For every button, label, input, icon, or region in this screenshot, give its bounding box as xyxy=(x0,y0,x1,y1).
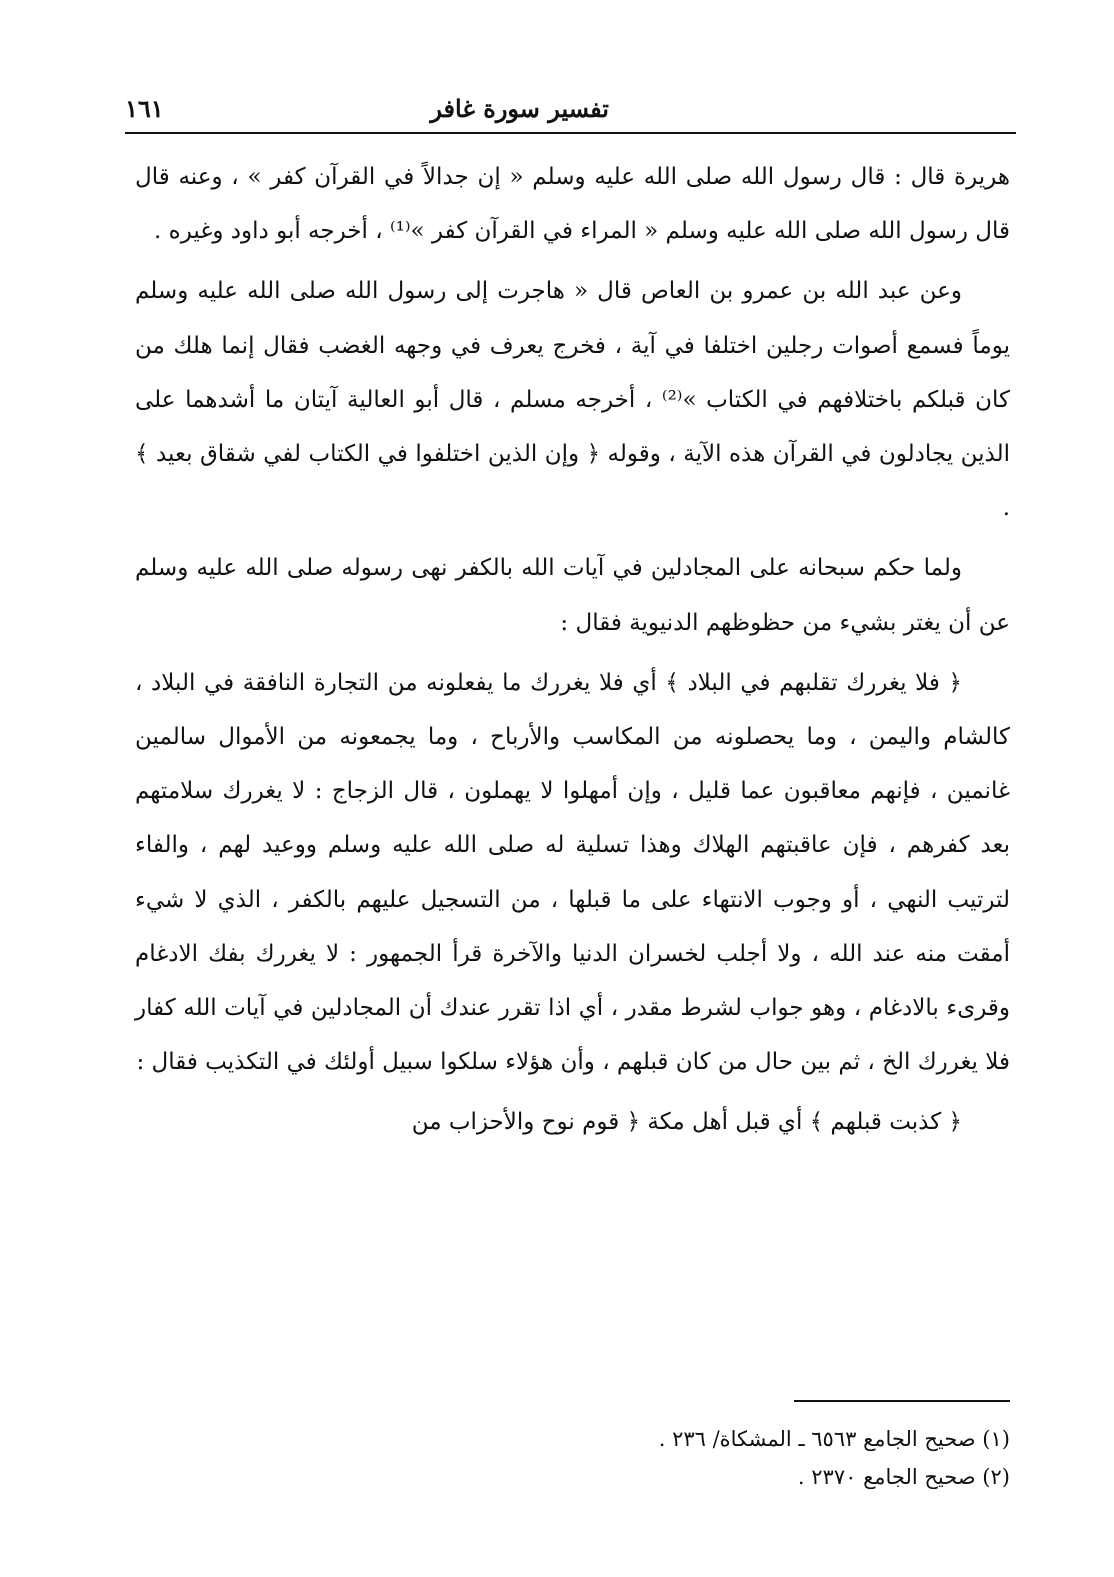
footnotes xyxy=(135,1420,1010,1496)
paragraph-3: ولما حكم سبحانه على المجادلين في آيات الله بالكفر نهى رسوله صلى الله عليه وسلم عن أن يغتر بشيء من حظوظهم الدنيوية فقال : xyxy=(135,555,1010,636)
header-divider xyxy=(125,132,1016,134)
paragraph-5: ﴿ كذبت قبلهم ﴾ أي قبل أهل مكة ﴿ قوم نوح والأحزاب من xyxy=(411,1109,962,1136)
paragraph-4: ﴿ فلا يغررك تقلبهم في البلاد ﴾ أي فلا يغررك ما يفعلونه من التجارة النافقة في البلاد ، كالشام واليمن ، وما يحصلونه من المكاسب والأرباح ، وما يجمعونه من الأموال سالمين غانمين ، فإنهم معاقبون عما قليل ، وإن أمهلوا لا يهملون ، قال الزجاج : لا يغررك سلامتهم بعد كفرهم ، فإن عاقبتهم الهلاك وهذا تسلية له صلى الله عليه وسلم ووعيد لهم ، والفاء لترتيب النهي ، أو وجوب الانتهاء على ما قبلها ، من التسجيل عليهم بالكفر ، الذي لا شيء أمقت منه عند الله ، ولا أجلب لخسران الدنيا والآخرة قرأ الجمهور : لا يغررك بفك الادغام وقرىء بالادغام ، وهو جواب لشرط مقدر ، أي اذا تقرر عندك أن المجادلين في آيات الله كفار فلا يغررك الخ ، ثم بين حال من كان قبلهم ، وأن هؤلاء سلكوا سبيل أولئك في التكذيب فقال : xyxy=(135,669,1010,1076)
page-number: ١٦١ xyxy=(125,94,164,123)
footnote-1: (١) صحيح الجامع ٦٥٦٣ ـ المشكاة/ ٢٣٦ . xyxy=(658,1427,1010,1451)
footnote-2: (٢) صحيح الجامع ٢٣٧٠ . xyxy=(797,1465,1010,1489)
paragraph-2: وعن عبد الله بن عمرو بن العاص قال « هاجرت إلى رسول الله صلى الله عليه وسلم يوماً فسمع أصوات رجلين اختلفا في آية ، فخرج يعرف في وجهه الغضب فقال إنما هلك من كان قبلكم باختلافهم في الكتاب »⁽²⁾ ، أخرجه مسلم ، قال أبو العالية آيتان ما أشدهما على الذين يجادلون في القرآن هذه الآية ، وقوله ﴿ وإن الذين اختلفوا في الكتاب لفي شقاق بعيد ﴾ . xyxy=(135,278,1011,522)
main-text xyxy=(135,150,1010,1156)
paragraph-1: هريرة قال : قال رسول الله صلى الله عليه وسلم « إن جدالاً في القرآن كفر » ، وعنه قال قال رسول الله صلى الله عليه وسلم « المراء في القرآن كفر »⁽¹⁾ ، أخرجه أبو داود وغيره . xyxy=(135,164,1010,245)
footnote-divider xyxy=(794,1400,1010,1402)
running-title: تفسير سورة غافر xyxy=(430,94,609,123)
